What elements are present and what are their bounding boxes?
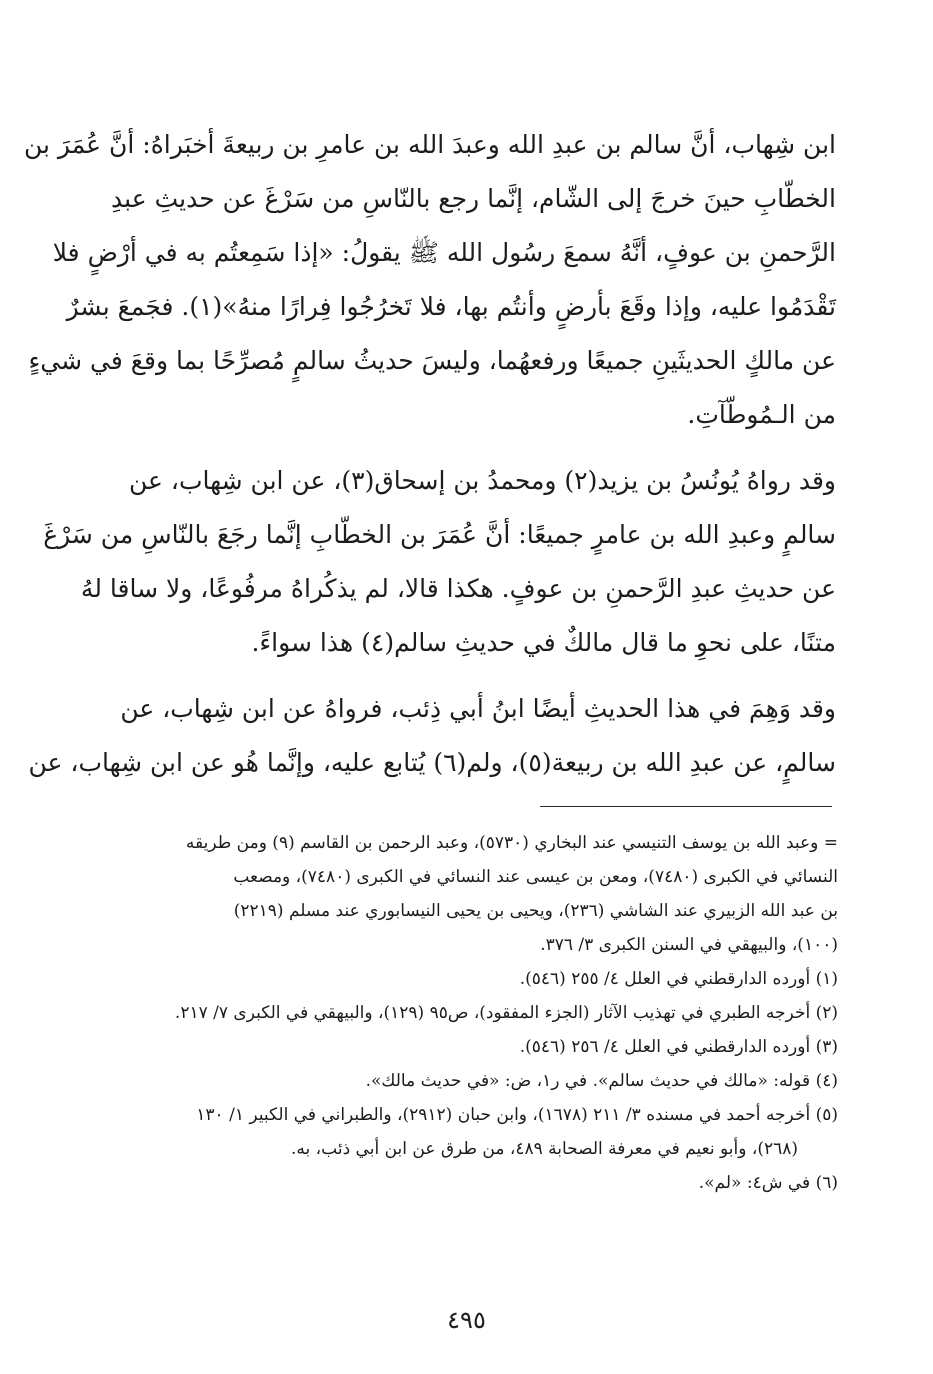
text-line: سالمٍ وعبدِ الله بن عامرٍ جميعًا: أنَّ عُمَرَ بن الخطّابِ إنَّما رجَعَ بالنّاسِ من سَرْغَ bbox=[43, 520, 836, 549]
footnote-continued bbox=[98, 826, 838, 962]
footnote-2 bbox=[98, 996, 838, 1030]
footnote-5 bbox=[98, 1098, 838, 1166]
footnote-line: (٤) قوله: «مالك في حديث سالم». في ر١، ض: «في حديث مالك». bbox=[365, 1071, 838, 1091]
footnotes bbox=[98, 826, 838, 1200]
footnote-1 bbox=[98, 962, 838, 996]
text-line: تَقْدَمُوا عليه، وإذا وقَعَ بأرضٍ وأنتُم بها، فلا تَخرُجُوا فِرارًا منهُ»(١). فجَمعَ بشرٌ bbox=[66, 292, 836, 321]
footnote-line: بن عبد الله الزبيري عند الشاشي (٢٣٦)، ويحيى بن يحيى النيسابوري عند مسلم (٢٢١٩) bbox=[233, 901, 838, 921]
paragraph-gap bbox=[98, 442, 836, 454]
paragraph-2 bbox=[43, 454, 836, 670]
text-line: عن حديثِ عبدِ الرَّحمنِ بن عوفٍ. هكذا قالا، لم يذكُراهُ مرفُوعًا، ولا ساقا لهُ bbox=[80, 574, 836, 603]
text-line: ابن شِهاب، أنَّ سالم بن عبدِ الله وعبدَ الله بن عامرِ بن ربيعةَ أخبَراهُ: أنَّ عُمَرَ بن bbox=[23, 130, 836, 159]
footnote-line: (٦) في ش٤: «لم». bbox=[698, 1173, 838, 1193]
text-line: متنًا، على نحوِ ما قال مالكٌ في حديثِ سالم(٤) هذا سواءً. bbox=[251, 628, 836, 657]
text-line: سالمٍ، عن عبدِ الله بن ربيعة(٥)، ولم(٦) يُتابع عليه، وإنَّما هُو عن ابن شِهاب، عن bbox=[28, 748, 836, 777]
text-line: وقد وَهِمَ في هذا الحديثِ أيضًا ابنُ أبي ذِئب، فرواهُ عن ابن شِهاب، عن bbox=[120, 694, 836, 723]
footnote-line: (٣) أورده الدارقطني في العلل ٤/ ٢٥٦ (٥٤٦). bbox=[519, 1037, 838, 1057]
text-line: الخطّابِ حينَ خرجَ إلى الشّام، إنَّما رجع بالنّاسِ من سَرْغَ عن حديثِ عبدِ bbox=[111, 184, 836, 213]
text-line: عن مالكٍ الحديثَينِ جميعًا ورفعهُما، وليسَ حديثُ سالمٍ مُصرِّحًا بما وقعَ في شيءٍ bbox=[28, 346, 836, 375]
footnote-separator bbox=[540, 806, 832, 807]
footnote-line: (٢) أخرجه الطبري في تهذيب الآثار (الجزء المفقود)، ص٩٥ (١٢٩)، والبيهقي في الكبرى ٧/ ٢١٧. bbox=[174, 1003, 838, 1023]
footnote-line: (١٠٠)، والبيهقي في السنن الكبرى ٣/ ٣٧٦. bbox=[540, 935, 838, 955]
footnote-line: (٥) أخرجه أحمد في مسنده ٣/ ٢١١ (١٦٧٨)، وابن حبان (٢٩١٢)، والطبراني في الكبير ١/ ١٣٠ bbox=[196, 1105, 838, 1125]
text-line: من الـمُوطّآتِ. bbox=[687, 400, 836, 429]
text-line: الرَّحمنِ بن عوفٍ، أنَّهُ سمعَ رسُول الله ﷺ يقولُ: «إذا سَمِعتُم به في أرْضٍ فلا bbox=[52, 238, 836, 267]
footnote-line: النسائي في الكبرى (٧٤٨٠)، ومعن بن عيسى عند النسائي في الكبرى (٧٤٨٠)، ومصعب bbox=[233, 867, 838, 887]
footnote-line: = وعبد الله بن يوسف التنيسي عند البخاري (٥٧٣٠)، وعبد الرحمن بن القاسم (٩) ومن طريقه bbox=[185, 833, 838, 853]
footnote-line: (٢٦٨)، وأبو نعيم في معرفة الصحابة ٤٨٩، من طرق عن ابن أبي ذئب، به. bbox=[291, 1139, 798, 1159]
footnote-3 bbox=[98, 1030, 838, 1064]
paragraph-gap bbox=[98, 670, 836, 682]
paragraph-1 bbox=[23, 118, 836, 442]
footnote-4 bbox=[98, 1064, 838, 1098]
text-line: وقد رواهُ يُونُسُ بن يزيد(٢) ومحمدُ بن إسحاق(٣)، عن ابن شِهاب، عن bbox=[129, 466, 836, 495]
page-number: ٤٩٥ bbox=[447, 1306, 486, 1334]
paragraph-3 bbox=[28, 682, 836, 790]
main-text bbox=[23, 118, 836, 790]
footnote-line: (١) أورده الدارقطني في العلل ٤/ ٢٥٥ (٥٤٦). bbox=[519, 969, 838, 989]
footnote-6 bbox=[98, 1166, 838, 1200]
